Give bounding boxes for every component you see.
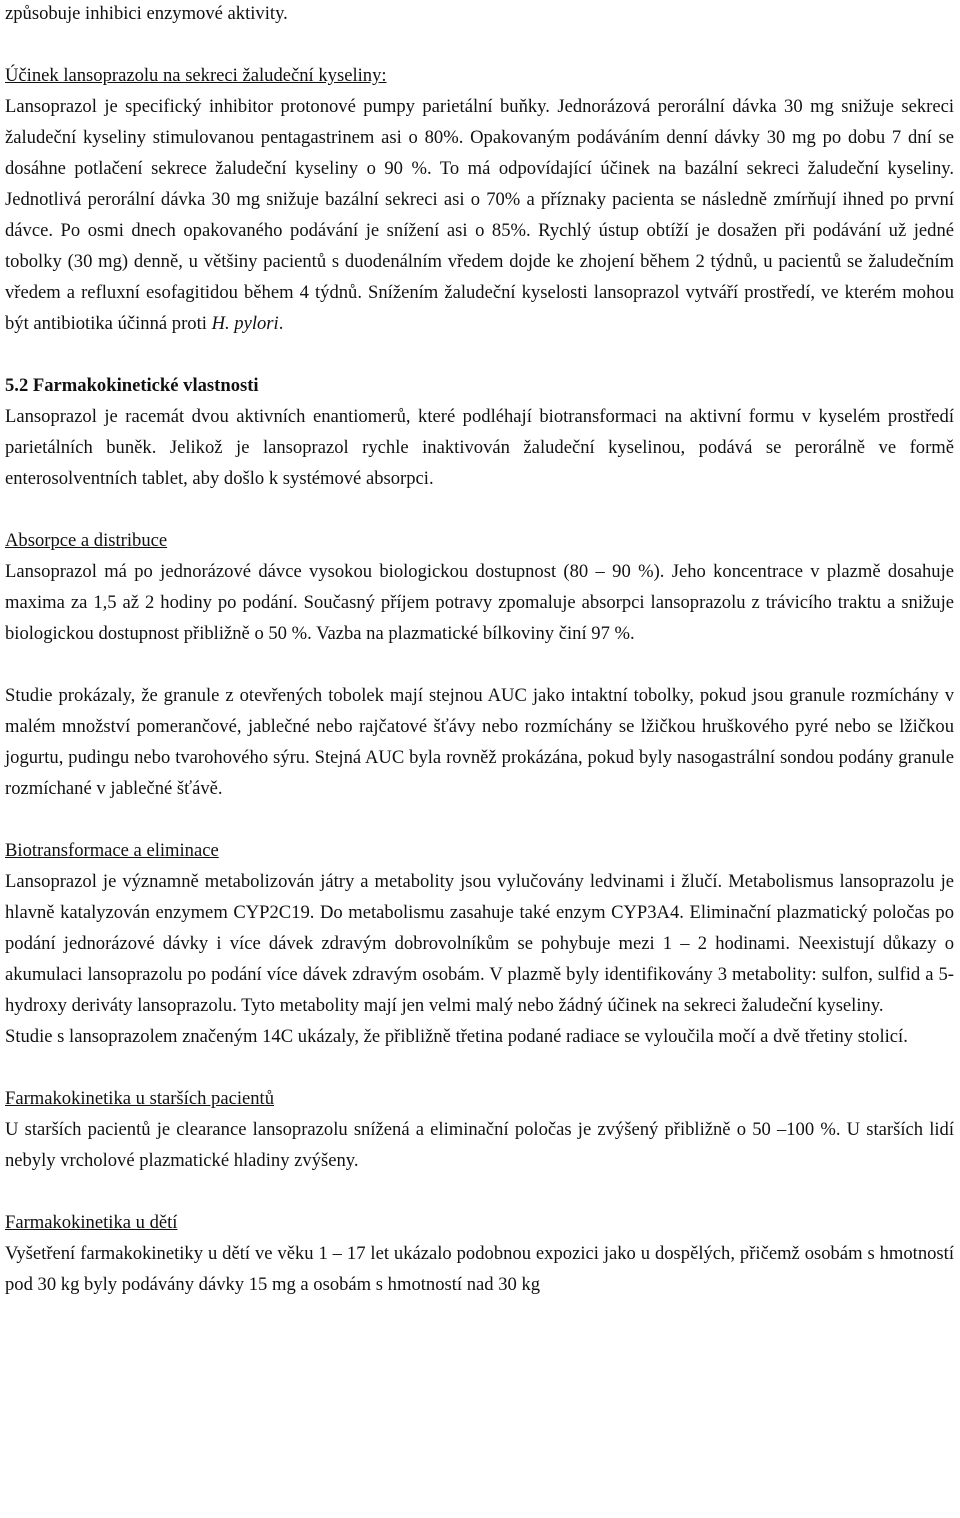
paragraph-absorption: Lansoprazol má po jednorázové dávce vysokou biologickou dostupnost (80 – 90 %). Jeho koncentrace v plazmě dosahuje maxima za 1,5 až 2 hodiny po podání. Současný příjem potravy zpomaluje absorpci lansoprazolu z trávicího traktu a snižuje biologickou dostupnost přibližně o 50 %. Vazba na plazmatické bílkoviny činí 97 %.	[5, 561, 954, 644]
paragraph-effect	[5, 91, 954, 339]
spacer	[5, 804, 954, 835]
spacer	[5, 494, 954, 525]
paragraph-14c-study: Studie s lansoprazolem značeným 14C ukázaly, že přibližně třetina podané radiace se vyloučila močí a dvě třetiny stolicí.	[5, 1026, 908, 1047]
paragraph-children: Vyšetření farmakokinetiky u dětí ve věku 1 – 17 let ukázalo podobnou expozici jako u dospělých, přičemž osobám s hmotností pod 30 kg byly podávány dávky 15 mg a osobám s hmotností nad 30 kg	[5, 1243, 954, 1295]
spacer	[5, 339, 954, 370]
spacer	[5, 1176, 954, 1207]
paragraph-effect-end: .	[278, 313, 284, 334]
paragraph-elderly: U starších pacientů je clearance lansoprazolu snížená a eliminační poločas je zvýšený přibližně o 50 –100 %. U starších lidí nebyly vrcholové plazmatické hladiny zvýšeny.	[5, 1119, 954, 1171]
section-heading-biotransformation: Biotransformace a eliminace	[5, 840, 219, 861]
paragraph-biotransformation: Lansoprazol je významně metabolizován játry a metabolity jsou vylučovány ledvinami i žlučí. Metabolismus lansoprazolu je hlavně katalyzován enzymem CYP2C19. Do metabolismu zasahuje také enzym CYP3A4. Eliminační plazmatický poločas po podání jednorázové dávky i více dávek zdravým dobrovolníkům se pohybuje mezi 1 – 2 hodinami. Neexistují důkazy o akumulaci lansoprazolu po podání více dávek zdravým osobám. V plazmě byly identifikovány 3 metabolity: sulfon, sulfid a 5-hydroxy deriváty lansoprazolu. Tyto metabolity mají jen velmi malý nebo žádný účinek na sekreci žaludeční kyseliny.	[5, 871, 954, 1016]
section-heading-children: Farmakokinetika u dětí	[5, 1212, 178, 1233]
spacer	[5, 29, 954, 60]
paragraph-intro: způsobuje inhibici enzymové aktivity.	[5, 3, 288, 24]
section-heading-pharmacokinetics: 5.2 Farmakokinetické vlastnosti	[5, 375, 259, 396]
section-heading-effect: Účinek lansoprazolu na sekreci žaludeční kyseliny:	[5, 65, 387, 86]
spacer	[5, 1052, 954, 1083]
section-heading-absorption: Absorpce a distribuce	[5, 530, 168, 551]
paragraph-pharmacokinetics: Lansoprazol je racemát dvou aktivních enantiomerů, které podléhají biotransformaci na aktivní formu v kyselém prostředí parietálních buněk. Jelikož je lansoprazol rychle inaktivován žaludeční kyselinou, podává se perorálně ve formě enterosolventních tablet, aby došlo k systémové absorpci.	[5, 406, 954, 489]
section-heading-elderly: Farmakokinetika u starších pacientů	[5, 1088, 275, 1109]
paragraph-studies: Studie prokázaly, že granule z otevřených tobolek mají stejnou AUC jako intaktní tobolky, pokud jsou granule rozmíchány v malém množství pomerančové, jablečné nebo rajčatové šťávy nebo rozmíchány se lžičkou hruškového pyré nebo se lžičkou jogurtu, pudingu nebo tvarohového sýru. Stejná AUC byla rovněž prokázána, pokud byly nasogastrální sondou podány granule rozmíchané v jablečné šťávě.	[5, 685, 954, 799]
h-pylori-italic: H. pylori	[211, 313, 279, 334]
spacer	[5, 649, 954, 680]
paragraph-effect-text: Lansoprazol je specifický inhibitor protonové pumpy parietální buňky. Jednorázová perorální dávka 30 mg snižuje sekreci žaludeční kyseliny stimulovanou pentagastrinem asi o 80%. Opakovaným podáváním denní dávky 30 mg po dobu 7 dní se dosáhne potlačení sekrece žaludeční kyseliny o 90 %. To má odpovídající účinek na bazální sekreci žaludeční kyseliny. Jednotlivá perorální dávka 30 mg snižuje bazální sekreci asi o 70% a příznaky pacienta se následně zmírňují ihned po první dávce. Po osmi dnech opakovaného podávání je snížení asi o 85%. Rychlý ústup obtíží je dosažen při podávání už jedné tobolky (30 mg) denně, u většiny pacientů s duodenálním vředem dojde ke zhojení během 2 týdnů, u pacientů se žaludečním vředem a refluxní esofagitidou během 4 týdnů. Snížením žaludeční kyselosti lansoprazol vytváří prostředí, ve kterém mohou být antibiotika účinná proti	[5, 96, 954, 334]
